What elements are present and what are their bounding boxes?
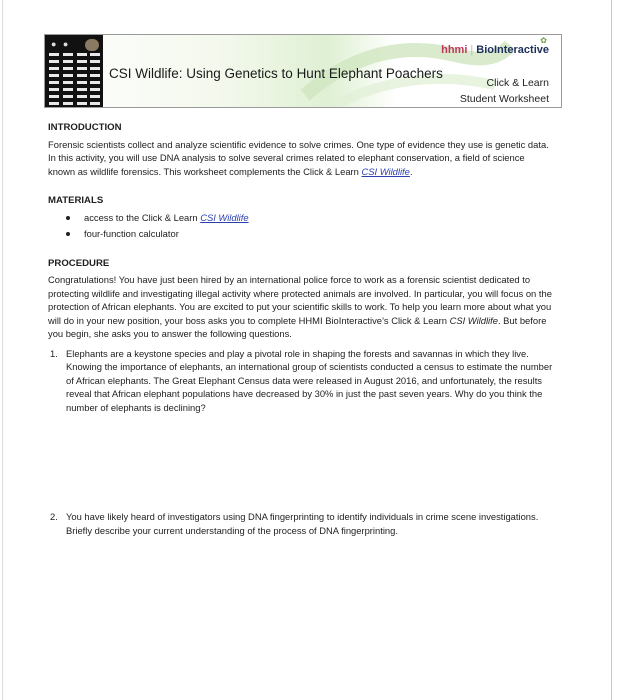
- question-number: 1.: [50, 347, 58, 359]
- csi-wildlife-link[interactable]: CSI Wildlife: [200, 211, 249, 223]
- question-number: 2.: [50, 511, 58, 522]
- worksheet-type-line2: Student Worksheet: [459, 93, 549, 105]
- materials-heading: MATERIALS: [48, 195, 104, 206]
- csi-wildlife-link[interactable]: CSI Wildlife: [361, 165, 410, 177]
- materials-item-text: access to the Click & Learn: [84, 211, 201, 223]
- header-banner: [44, 34, 562, 108]
- procedure-text-end: . But before you begin, she asks you to answer the following questions.: [48, 314, 547, 339]
- film-column: [63, 53, 73, 105]
- worksheet-body: [48, 121, 553, 537]
- film-column: [90, 53, 100, 105]
- question-text: You have likely heard of investigators using DNA fingerprinting to identify individuals in crime scene investigations. Briefly describe your current understanding of the process of DNA fingerprinting.: [66, 511, 539, 536]
- worksheet-title: CSI Wildlife: Using Genetics to Hunt Elephant Poachers: [109, 66, 443, 81]
- list-item: [48, 227, 553, 241]
- procedure-italic-title: CSI Wildlife: [449, 314, 498, 326]
- intro-text: Forensic scientists collect and analyze scientific evidence to solve crimes. One type of evidence they use is genetic data. In this activity, you will use DNA analysis to solve several crimes related to elephant conservation, a field of science known as wildlife forensics. This worksheet complements the Click & Learn: [48, 138, 549, 177]
- question-item: [48, 510, 553, 537]
- logo-biointeractive-text: BioInteractive: [476, 44, 549, 56]
- materials-list: [48, 211, 553, 241]
- film-column: [49, 53, 59, 105]
- elephant-thumbnail-icon: [85, 39, 99, 51]
- question-item: [48, 347, 553, 415]
- film-strip-image: [45, 35, 103, 107]
- page-edge-right: [611, 0, 612, 700]
- film-column: [77, 53, 87, 105]
- questions-list: [48, 347, 553, 538]
- introduction-section: [48, 121, 553, 178]
- logo-hhmi-text: hhmi: [441, 44, 468, 56]
- procedure-paragraph: [48, 273, 553, 341]
- page-edge-left: [2, 0, 3, 700]
- worksheet-type-line1: Click & Learn: [486, 77, 549, 89]
- materials-item-text: four-function calculator: [84, 228, 179, 239]
- materials-section: [48, 194, 553, 241]
- procedure-text: Congratulations! You have just been hired by an international police force to work as a forensic scientist dedicated to protecting wildlife and investigating illegal activity where protected animals are involved. In particular, you will focus on the protection of African elephants. You are excited to put your scientific skills to work. To help you learn more about what you will do in your new position, your boss asks you to complete HHMI BioInteractive’s Click & Learn: [48, 274, 552, 326]
- list-item: [48, 211, 553, 225]
- plant-icon: ✿: [540, 36, 547, 45]
- introduction-paragraph: [48, 138, 553, 179]
- film-dots-icon: ● ●: [51, 39, 71, 49]
- procedure-heading: PROCEDURE: [48, 257, 110, 269]
- hhmi-biointeractive-logo: [441, 44, 549, 56]
- intro-text-end: .: [409, 165, 413, 177]
- introduction-heading: INTRODUCTION: [48, 122, 122, 133]
- procedure-section: [48, 257, 553, 538]
- logo-separator: |: [470, 44, 474, 56]
- question-text: Elephants are a keystone species and play a pivotal role in shaping the forests and savannas in which they live. Knowing the importance of elephants, an international group of scientists conducted a census to estimate the number of African elephants. The Great Elephant Census data were released in August 2016, and unfortunately, the results reveal that African elephant populations have decreased by 30% in just the past seven years. Why do you think the number of elephants is declining?: [66, 347, 553, 413]
